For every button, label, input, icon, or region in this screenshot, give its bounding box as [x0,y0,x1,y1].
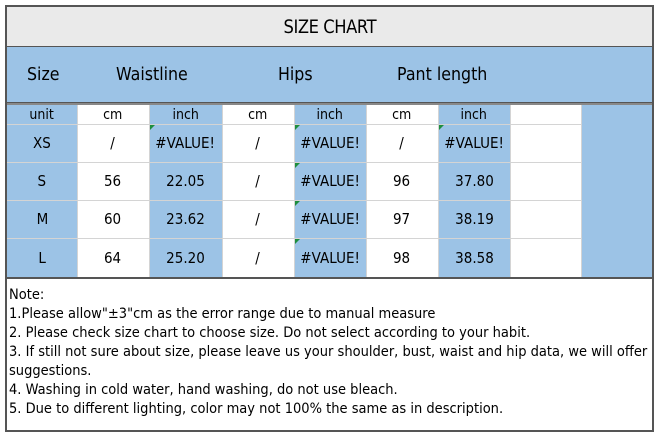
row-xs-waist-inch: #VALUE! [155,134,216,152]
size-chart-title: SIZE CHART [283,15,376,38]
error-marker [295,163,300,168]
note-3: 3. If still not sure about size, please leave us your shoulder, bust, waist and hip data, we will offer [9,344,648,360]
note-1: 1.Please allow"±3"cm as the error range due to manual measure [9,306,436,322]
notes-section [9,286,654,419]
row-m-length-cm: 97 [393,210,411,228]
row-l-waist-cm: 64 [104,248,122,267]
notes-heading: Note: [9,287,45,303]
unit-waist-inch: inch [172,106,199,123]
table-bottom-border [7,277,652,279]
row-l-waist-inch: 25.20 [166,248,205,267]
note-5: 5. Due to different lighting, color may not 100% the same as in description. [9,401,504,417]
error-marker [439,125,444,130]
error-marker [295,125,300,130]
header-size: Size [27,64,60,85]
row-m-hips-cm: / [255,210,261,228]
row-xs-hips-inch: #VALUE! [300,134,360,152]
row-s-waist-cm: 56 [104,172,122,190]
error-marker [295,239,300,244]
row-m-size: M [36,210,48,228]
unit-hips-inch: inch [316,106,344,123]
unit-hips-cm: cm [248,106,268,123]
note-4: 4. Washing in cold water, hand washing, do not use bleach. [9,382,398,398]
row-xs-size: XS [33,134,51,152]
row-s-size: S [37,172,47,190]
row-l-size: L [38,248,46,267]
unit-length-cm: cm [392,106,412,123]
row-xs-length-cm: / [399,134,405,152]
header-pant-length: Pant length [397,64,488,85]
note-3-continued: suggestions. [9,363,92,379]
row-m-waist-cm: 60 [104,210,122,228]
header-row [7,47,652,103]
row-xs-length-inch: #VALUE! [444,134,504,152]
error-marker [150,125,155,130]
row-xs-hips-cm: / [255,134,261,152]
row-s-waist-inch: 22.05 [166,172,205,190]
error-marker [295,201,300,206]
row-l-length-cm: 98 [393,248,411,267]
size-chart-title-row [5,5,654,47]
header-waistline: Waistline [116,64,188,85]
grid-line [510,105,511,277]
row-s-hips-cm: / [255,172,261,190]
row-l-hips-cm: / [255,248,261,267]
column-empty [510,105,581,277]
row-m-waist-inch: 23.62 [166,210,205,228]
row-xs-waist-cm: / [110,134,116,152]
row-s-length-cm: 96 [393,172,411,190]
column-filler [581,105,652,277]
grid-line [581,105,582,277]
row-s-hips-inch: #VALUE! [300,172,360,190]
unit-label: unit [29,106,55,123]
row-s-length-inch: 37.80 [454,172,494,190]
unit-waist-cm: cm [103,106,123,123]
unit-length-inch: inch [460,106,488,123]
size-table [7,105,652,277]
row-m-length-inch: 38.19 [454,210,494,228]
header-hips: Hips [278,64,313,85]
row-l-length-inch: 38.58 [454,248,494,267]
note-2: 2. Please check size chart to choose size. Do not select according to your habit. [9,325,531,341]
row-m-hips-inch: #VALUE! [300,210,360,228]
row-l-hips-inch: #VALUE! [300,248,360,267]
